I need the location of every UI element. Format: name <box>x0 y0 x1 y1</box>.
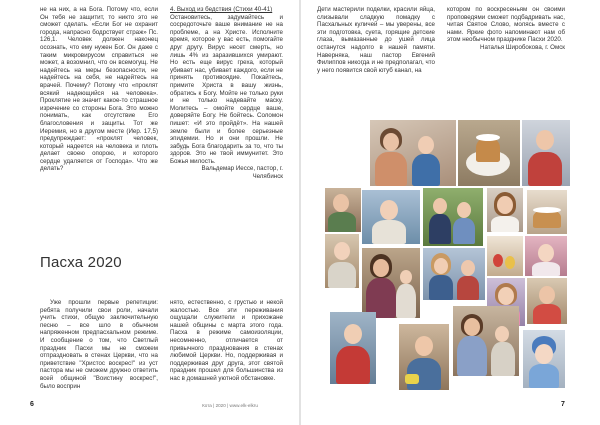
article-title: Пасха 2020 <box>40 254 122 271</box>
author-signature: Вальдемар Иессе, пастор, г. Челябинск <box>201 165 283 181</box>
right-col2-text <box>447 6 565 52</box>
right-author-signature: Наталья Широбокова, г. Омск <box>480 43 565 51</box>
right-col1-text <box>317 6 435 74</box>
photo-toddler-painting <box>362 190 420 244</box>
left-col2-text <box>170 6 283 181</box>
photo-baby-flowers <box>525 236 567 276</box>
photo-child-crafts <box>325 188 361 232</box>
photo-easter-still-life <box>487 236 523 276</box>
photo-easter-cake-plates <box>458 120 520 186</box>
photo-toddler-easter-eggs <box>325 234 359 288</box>
page-number-left: 6 <box>30 401 34 408</box>
photo-family-table-2 <box>453 306 519 376</box>
page-number-right: 7 <box>561 401 565 408</box>
photo-woman-children-cakes <box>362 248 420 318</box>
right-col2-paragraph: котором по воскресеньям он своими проповедями сможет подбадривать нас, читая Святое Слово, молясь вместе с нами. Яркие фото напоминают нам об этом необычном празднике Пасхи 2020. <box>447 6 565 44</box>
left-bottom-col2-paragraph: нято, естественно, с грустью и некой жалостью. Все эти переживания ощущали служители и прихожане нашей общины с марта этого года. Пасха в режиме самоизоляции, несомненно, отличается от привычного празднования в стенах любимой Церкви. Но, поддерживая и поддерживая друг друга, этот святой праздник прошел для большинства из нас в домашней уютной обстановке. <box>170 299 283 382</box>
photo-girl-portrait <box>487 188 523 232</box>
photo-boy-red-sweater <box>522 120 570 186</box>
photo-baby-blue-hat <box>523 330 565 388</box>
photo-child-red-shirt <box>330 312 376 384</box>
left-bottom-col2-text <box>170 299 283 383</box>
photo-family-table <box>527 278 567 324</box>
photo-mother-children-table <box>370 120 456 186</box>
footer-text: Кота | 2020 | www.elk-elkru <box>202 403 258 408</box>
left-col1-text <box>40 6 158 173</box>
page-fold <box>299 0 301 425</box>
left-bottom-col1-paragraph: Уже прошли первые репетиции: ребята получили свои роли, начали учить стихи, общую заключительную песню – все шло в обычном напряженном предпасхальном режиме. И сообщение о том, что Светлый праздник Пасхи мы не сможем отпраздновать в стенах Церкви, что на приветствие "Христос воскрес!" из уст пастора мы не сможем дружно ответить всей общиной "Воистину воскрес!", было восприн <box>40 299 158 390</box>
photo-girls-easter-cards <box>423 248 485 300</box>
left-col1-paragraph: не на них, а на Бога. Потому что, если Он тебя не защитит, то никто это не сможет сделать. «Если Бог не охранит города, напрасно бодрствует страж» Пс. 126,1. Человек должен наконец осознать, что ему нужен Бог. Он даже с таким микровирусом справиться не может, а возомнил, что он всемогущ. Не надейтесь на меры безопасности, не надейтесь на себя, не надейтесь на врачей. Почему? Потому что «проклят всякий надеющийся на человека». Проклятие не значит какое-то страшное изречение со стороны Бога. Это можно понимать, как отсутствие Его благословения и защиты. Тот же Иеремия, но в другом месте (Иер. 17,5) предупреждает: «проклят человек, который надеется на человека и плоть делает своею опорою, и которого сердце удаляется от Господа». Что же делать? <box>40 6 158 173</box>
left-col2-paragraph: Остановитесь, задумайтесь и сосредоточьте ваше внимание не на проблеме, а на Христе. Исполните время, которое у вас есть, помогайте друг другу. Вирус несет смерть, но лишь 4% из заразившихся умирают. Но есть еще вирус греха, который убивает нас, убивает каждого, если не принять противоядие. Покайтесь, примите Христа в вашу жизнь, обратись к Богу. Мойте не только руки и не только надевайте маску. Молитесь – омойте сердце ваше, доверяйте Богу. Не бойтесь. Соломон пишет: «И это пройдёт». На нашей земле были и более серьезные эпидемии. Но и они прошли. Не забудь Бога благодарить за то, что ты здоров. Это не твой иммунитет. Это Божья милость. <box>170 13 283 165</box>
section-subheading: 4. Выход из бедствия (Стихи 40-41) <box>170 6 273 13</box>
left-bottom-col1-text <box>40 299 158 390</box>
right-col1-paragraph: Дети мастерили поделки, красили яйца, слизывали сладкую помадку с Пасхальных куличей – мы уверены, все эти подготовка, суета, горящие детские глаза, вымазанные до ушей лица останутся надолго в нашей памяти. Наверняка, наш пастор Евгений Филиппов никогда и не предполагал, что у него появится свой ютуб канал, на <box>317 6 435 74</box>
photo-boy-crafts <box>399 324 449 390</box>
photo-easter-cakes-table <box>527 190 567 234</box>
photo-children-garden <box>423 188 483 246</box>
